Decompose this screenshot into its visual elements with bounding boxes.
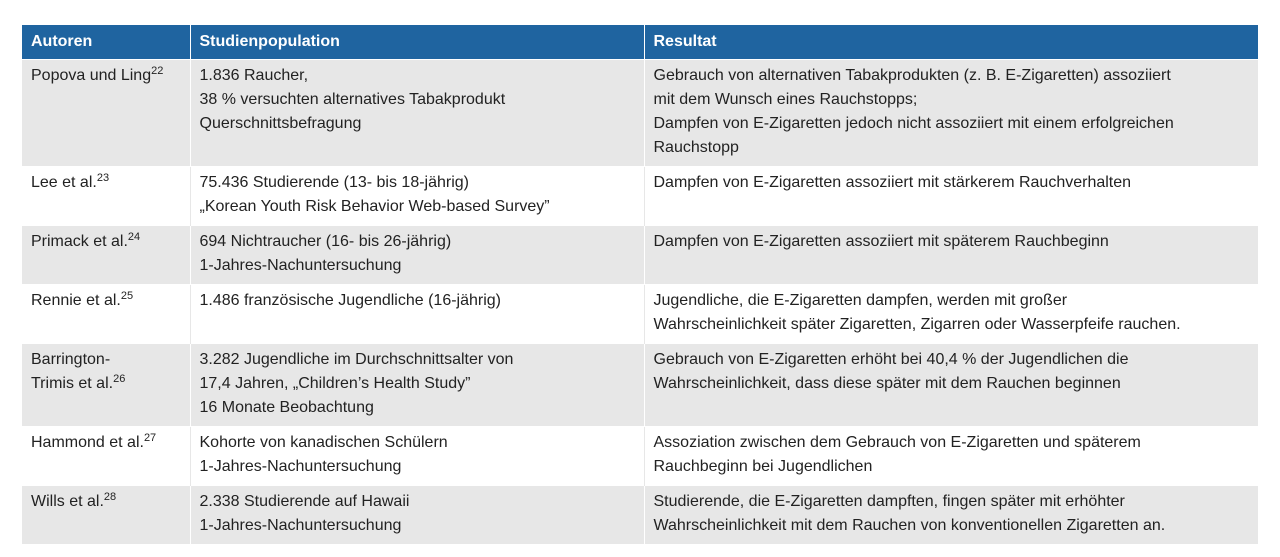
table-row: [22, 344, 1258, 427]
author-name: Trimis et al.$^{26}$: [31, 373, 126, 392]
table-row: [22, 226, 1258, 285]
result-line: Dampfen von E-Zigaretten jedoch nicht assoziiert mit einem erfolgreichen: [653, 115, 1174, 132]
table-row: [22, 60, 1258, 167]
table-row: [22, 486, 1258, 545]
population-line: 1-Jahres-Nachuntersuchung: [199, 257, 402, 274]
population-line: 17,4 Jahren, „Children’s Health Study”: [199, 375, 471, 392]
cell-population: [190, 226, 644, 285]
studies-table-container: [22, 25, 1258, 544]
studies-table: [22, 25, 1258, 544]
cell-result: [644, 285, 1258, 344]
population-line: 694 Nichtraucher (16- bis 26-jährig): [199, 233, 452, 250]
cell-population: [190, 344, 644, 427]
cell-author: [22, 486, 190, 545]
reference-number: 22: [151, 65, 164, 77]
population-line: Querschnittsbefragung: [199, 115, 362, 132]
result-line: Gebrauch von alternativen Tabakprodukten (z. B. E-Zigaretten) assoziiert: [653, 67, 1171, 84]
header-row: [22, 25, 1258, 60]
table-row: [22, 167, 1258, 226]
table-header: [22, 25, 1258, 60]
population-line: 1.486 französische Jugendliche (16-jährig): [199, 292, 502, 309]
author-name: Wills et al.$^{28}$: [31, 491, 117, 510]
result-line: Dampfen von E-Zigaretten assoziiert mit stärkerem Rauchverhalten: [653, 174, 1132, 191]
result-line: Rauchbeginn bei Jugendlichen: [653, 458, 873, 475]
cell-result: [644, 344, 1258, 427]
result-line: Gebrauch von E-Zigaretten erhöht bei 40,4 % der Jugendlichen die: [653, 351, 1129, 368]
result-line: Assoziation zwischen dem Gebrauch von E-Zigaretten und späterem: [653, 434, 1141, 451]
population-line: 38 % versuchten alternatives Tabakprodukt: [199, 91, 506, 108]
population-line: 1-Jahres-Nachuntersuchung: [199, 517, 402, 534]
cell-result: [644, 427, 1258, 486]
cell-population: [190, 486, 644, 545]
result-line: Wahrscheinlichkeit, dass diese später mit dem Rauchen beginnen: [653, 375, 1121, 392]
result-line: Jugendliche, die E-Zigaretten dampfen, werden mit großer: [653, 292, 1068, 309]
cell-population: [190, 167, 644, 226]
author-name: Barrington-: [31, 351, 111, 368]
population-line: „Korean Youth Risk Behavior Web-based Survey”: [199, 198, 550, 215]
cell-population: [190, 285, 644, 344]
result-line: Studierende, die E-Zigaretten dampften, fingen später mit erhöhter: [653, 493, 1125, 510]
author-name: Primack et al.$^{24}$: [31, 231, 141, 250]
population-line: 3.282 Jugendliche im Durchschnittsalter von: [199, 351, 514, 368]
table-row: [22, 427, 1258, 486]
cell-result: [644, 486, 1258, 545]
author-name: Lee et al.$^{23}$: [31, 172, 110, 191]
author-name: Rennie et al.$^{25}$: [31, 290, 134, 309]
cell-result: [644, 167, 1258, 226]
cell-author: [22, 344, 190, 427]
cell-author: [22, 226, 190, 285]
table-row: [22, 285, 1258, 344]
result-line: Dampfen von E-Zigaretten assoziiert mit späterem Rauchbeginn: [653, 233, 1109, 250]
population-line: 1.836 Raucher,: [199, 67, 309, 84]
result-line: Wahrscheinlichkeit später Zigaretten, Zigarren oder Wasserpfeife rauchen.: [653, 316, 1181, 333]
population-line: 75.436 Studierende (13- bis 18-jährig): [199, 174, 469, 191]
author-name: Popova und Ling$^{22}$: [31, 65, 164, 84]
cell-author: [22, 427, 190, 486]
result-line: Rauchstopp: [653, 139, 739, 156]
population-line: 16 Monate Beobachtung: [199, 399, 374, 416]
result-line: Wahrscheinlichkeit mit dem Rauchen von konventionellen Zigaretten an.: [653, 517, 1166, 534]
author-name: Hammond et al.$^{27}$: [31, 432, 157, 451]
cell-population: [190, 427, 644, 486]
cell-author: [22, 60, 190, 167]
reference-number: 23: [96, 172, 110, 184]
population-line: 1-Jahres-Nachuntersuchung: [199, 458, 402, 475]
population-line: 2.338 Studierende auf Hawaii: [199, 493, 410, 510]
cell-result: [644, 60, 1258, 167]
cell-population: [190, 60, 644, 167]
population-line: Kohorte von kanadischen Schülern: [199, 434, 448, 451]
result-line: mit dem Wunsch eines Rauchstopps;: [653, 91, 918, 108]
reference-number: 27: [143, 432, 157, 444]
header-resultat: Resultat: [644, 25, 1258, 60]
reference-number: 26: [113, 373, 126, 385]
cell-result: [644, 226, 1258, 285]
cell-author: [22, 167, 190, 226]
reference-number: 28: [103, 491, 117, 503]
header-autoren: Autoren: [22, 25, 190, 60]
table-body: [22, 60, 1258, 545]
cell-author: [22, 285, 190, 344]
header-studienpopulation: Studienpopulation: [190, 25, 644, 60]
reference-number: 25: [120, 290, 134, 302]
reference-number: 24: [127, 231, 141, 243]
